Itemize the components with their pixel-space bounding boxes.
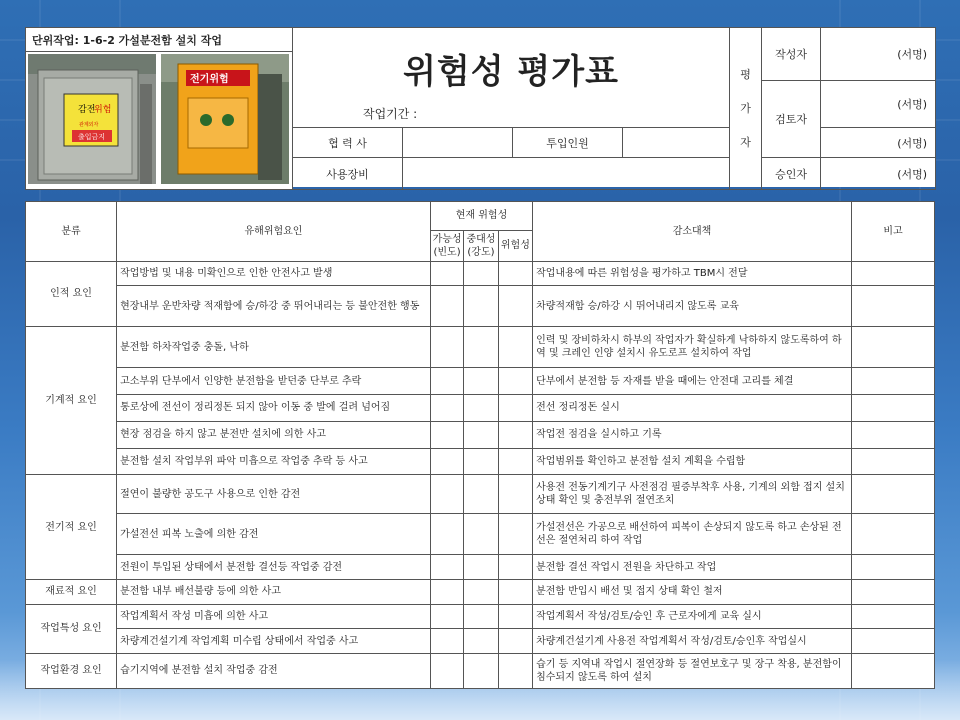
table-row — [26, 286, 935, 327]
header-severity — [464, 230, 498, 261]
remarks-cell[interactable] — [851, 604, 934, 629]
table-row — [26, 421, 935, 448]
severity-cell[interactable] — [464, 395, 498, 422]
evaluator-vertical-label — [730, 28, 762, 190]
remarks-cell[interactable] — [851, 327, 934, 368]
table-row — [26, 261, 935, 286]
possibility-cell[interactable] — [430, 448, 463, 475]
category-cell: 작업환경 요인 — [26, 653, 117, 688]
partner-label: 협 력 사 — [293, 128, 403, 158]
role-author-sign[interactable]: (서명) — [821, 28, 936, 81]
hazard-cell: 습기지역에 분전함 설치 작업중 감전 — [117, 653, 431, 688]
hazard-cell: 절연이 불량한 공도구 사용으로 인한 감전 — [117, 475, 431, 514]
remarks-cell[interactable] — [851, 368, 934, 395]
severity-cell[interactable] — [464, 286, 498, 327]
photo1-sign-top: 감전 — [78, 105, 96, 115]
severity-cell[interactable] — [464, 368, 498, 395]
measure-cell: 분전함 반입시 배선 및 접지 상태 확인 철저 — [533, 580, 852, 605]
category-cell: 재료적 요인 — [26, 580, 117, 605]
remarks-cell[interactable] — [851, 421, 934, 448]
category-cell: 기계적 요인 — [26, 327, 117, 475]
hazard-cell: 분전함 내부 배선불량 등에 의한 사고 — [117, 580, 431, 605]
header-severity-l1: 중대성 — [466, 233, 496, 245]
hazard-cell: 분전함 설치 작업부위 파악 미흡으로 작업중 추락 등 사고 — [117, 448, 431, 475]
remarks-cell[interactable] — [851, 261, 934, 286]
risk-cell[interactable] — [498, 475, 532, 514]
possibility-cell[interactable] — [430, 421, 463, 448]
evaluator-char-3: 자 — [740, 135, 751, 149]
work-period-label: 작업기간 : — [363, 107, 418, 121]
measure-cell: 인력 및 장비하차시 하부의 작업자가 확실하게 낙하하지 않도록하여 하역 및 크레인 인양 설치시 유도로프 설치하여 작업 — [533, 327, 852, 368]
evaluator-char-2: 가 — [740, 101, 751, 115]
risk-cell[interactable] — [498, 555, 532, 580]
remarks-cell[interactable] — [851, 555, 934, 580]
partner-value[interactable] — [403, 128, 513, 158]
workers-label: 투입인원 — [513, 128, 623, 158]
hazard-cell: 현장 점검을 하지 않고 분전반 설치에 의한 사고 — [117, 421, 431, 448]
hazard-cell: 분전함 하차작업중 충돌, 낙하 — [117, 327, 431, 368]
unit-work-value: 1-6-2 가설분전함 설치 작업 — [82, 33, 222, 47]
header-measure: 감소대책 — [533, 202, 852, 262]
header-hazard: 유해위험요인 — [117, 202, 431, 262]
risk-cell[interactable] — [498, 421, 532, 448]
risk-cell[interactable] — [498, 261, 532, 286]
remarks-cell[interactable] — [851, 629, 934, 654]
hazard-cell: 고소부위 단부에서 인양한 분전함을 받던중 단부로 추락 — [117, 368, 431, 395]
photo2-sign: 전기위험 — [190, 74, 229, 85]
severity-cell[interactable] — [464, 475, 498, 514]
table-row — [26, 514, 935, 555]
measure-cell: 차량계건설기계 사용전 작업계획서 작성/검토/승인후 작업실시 — [533, 629, 852, 654]
header-current-risk: 현재 위험성 — [430, 202, 532, 231]
severity-cell[interactable] — [464, 604, 498, 629]
severity-cell[interactable] — [464, 448, 498, 475]
measure-cell: 전선 정리정돈 실시 — [533, 395, 852, 422]
risk-cell[interactable] — [498, 286, 532, 327]
category-cell: 전기적 요인 — [26, 475, 117, 580]
possibility-cell[interactable] — [430, 604, 463, 629]
risk-cell[interactable] — [498, 604, 532, 629]
table-row — [26, 327, 935, 368]
table-row — [26, 604, 935, 629]
severity-cell[interactable] — [464, 653, 498, 688]
role-reviewer-label: 검토자 — [762, 80, 821, 158]
possibility-cell[interactable] — [430, 514, 463, 555]
possibility-cell[interactable] — [430, 580, 463, 605]
risk-cell[interactable] — [498, 448, 532, 475]
risk-cell[interactable] — [498, 395, 532, 422]
possibility-cell[interactable] — [430, 327, 463, 368]
severity-cell[interactable] — [464, 555, 498, 580]
evaluator-char-1: 평 — [740, 67, 751, 81]
measure-cell: 작업범위를 확인하고 분전함 설치 계획을 수립함 — [533, 448, 852, 475]
severity-cell[interactable] — [464, 261, 498, 286]
role-approver-sign[interactable]: (서명) — [821, 158, 936, 190]
remarks-cell[interactable] — [851, 395, 934, 422]
role-author-label: 작성자 — [762, 28, 821, 81]
measure-cell: 분전함 결선 작업시 전원을 차단하고 작업 — [533, 555, 852, 580]
possibility-cell[interactable] — [430, 368, 463, 395]
possibility-cell[interactable] — [430, 395, 463, 422]
hazard-cell: 가설전선 피복 노출에 의한 감전 — [117, 514, 431, 555]
page-title: 위험성 평가표 — [403, 52, 619, 92]
hazard-cell: 작업계획서 작성 미흡에 의한 사고 — [117, 604, 431, 629]
risk-cell[interactable] — [498, 653, 532, 688]
table-row — [26, 368, 935, 395]
role-approver-label: 승인자 — [762, 158, 821, 190]
photo1-sign-danger: 위험 — [94, 105, 112, 115]
title-cell — [293, 28, 730, 128]
unit-work-cell — [26, 28, 293, 52]
equipment-value[interactable] — [403, 158, 730, 190]
remarks-cell[interactable] — [851, 514, 934, 555]
possibility-cell[interactable] — [430, 629, 463, 654]
severity-cell[interactable] — [464, 580, 498, 605]
severity-cell[interactable] — [464, 629, 498, 654]
measure-cell: 사용전 전동기계기구 사전점검 필증부착후 사용, 기계의 외함 접지 설치 상태 확인 및 충전부위 절연조치 — [533, 475, 852, 514]
hazard-cell: 차량계건설기계 작업계획 미수립 상태에서 작업중 사고 — [117, 629, 431, 654]
measure-cell: 가설전선은 가공으로 배선하여 피복이 손상되지 않도록 하고 손상된 전선은 절연처리 하여 작업 — [533, 514, 852, 555]
site-photo — [28, 54, 289, 184]
workers-value[interactable] — [623, 128, 730, 158]
measure-cell: 습기 등 지역내 작업시 절연장화 등 절연보호구 및 장구 착용, 분전함이 침수되지 않도록 하여 설치 — [533, 653, 852, 688]
risk-cell[interactable] — [498, 327, 532, 368]
header-severity-l2: (강도) — [467, 246, 495, 258]
photo-cell — [26, 52, 293, 190]
hazard-cell: 통로상에 전선이 정리정돈 되지 않아 이동 중 발에 걸려 넘어짐 — [117, 395, 431, 422]
remarks-cell[interactable] — [851, 475, 934, 514]
severity-cell[interactable] — [464, 421, 498, 448]
table-row — [26, 580, 935, 605]
risk-table-panel — [25, 201, 935, 689]
possibility-cell[interactable] — [430, 555, 463, 580]
hazard-cell: 전원이 투입된 상태에서 분전함 결선등 작업중 감전 — [117, 555, 431, 580]
risk-cell[interactable] — [498, 629, 532, 654]
remarks-cell[interactable] — [851, 286, 934, 327]
unit-work-label: 단위작업: — [32, 33, 79, 47]
equipment-label: 사용장비 — [293, 158, 403, 190]
hazard-cell: 현장내부 운반차량 적재함에 승/하강 중 뛰어내리는 등 불안전한 행동 — [117, 286, 431, 327]
severity-cell[interactable] — [464, 327, 498, 368]
header-possibility-l2: (빈도) — [433, 246, 461, 258]
category-cell: 인적 요인 — [26, 261, 117, 327]
header-category: 분류 — [26, 202, 117, 262]
possibility-cell[interactable] — [430, 475, 463, 514]
header-possibility-l1: 가능성 — [432, 233, 462, 245]
hazard-cell: 작업방법 및 내용 미확인으로 인한 안전사고 발생 — [117, 261, 431, 286]
table-row — [26, 395, 935, 422]
photo1-sign-sub1: 관계외자 — [79, 122, 99, 128]
measure-cell: 작업계획서 작성/검토/승인 후 근로자에게 교육 실시 — [533, 604, 852, 629]
measure-cell: 작업내용에 따른 위험성을 평가하고 TBM시 전달 — [533, 261, 852, 286]
remarks-cell[interactable] — [851, 653, 934, 688]
header-remarks: 비고 — [851, 202, 934, 262]
risk-cell[interactable] — [498, 368, 532, 395]
possibility-cell[interactable] — [430, 286, 463, 327]
role-reviewer-sign-2[interactable]: (서명) — [821, 128, 936, 158]
remarks-cell[interactable] — [851, 448, 934, 475]
measure-cell: 단부에서 분전함 등 자재를 받을 때에는 안전대 고리를 체결 — [533, 368, 852, 395]
table-row — [26, 555, 935, 580]
photo1-sign-sub2: 출입금지 — [78, 133, 106, 141]
role-reviewer-sign[interactable]: (서명) — [821, 80, 936, 128]
possibility-cell[interactable] — [430, 261, 463, 286]
category-cell: 작업특성 요인 — [26, 604, 117, 653]
header-panel — [25, 27, 935, 187]
header-risk: 위험성 — [498, 230, 532, 261]
table-row — [26, 475, 935, 514]
table-row — [26, 629, 935, 654]
header-possibility — [430, 230, 463, 261]
measure-cell: 차량적재함 승/하강 시 뛰어내리지 않도록 교육 — [533, 286, 852, 327]
risk-cell[interactable] — [498, 514, 532, 555]
table-row — [26, 448, 935, 475]
risk-cell[interactable] — [498, 580, 532, 605]
header-table — [25, 27, 936, 190]
remarks-cell[interactable] — [851, 580, 934, 605]
possibility-cell[interactable] — [430, 653, 463, 688]
risk-assessment-table — [25, 201, 935, 689]
table-row — [26, 653, 935, 688]
severity-cell[interactable] — [464, 514, 498, 555]
measure-cell: 작업전 점검을 실시하고 기록 — [533, 421, 852, 448]
